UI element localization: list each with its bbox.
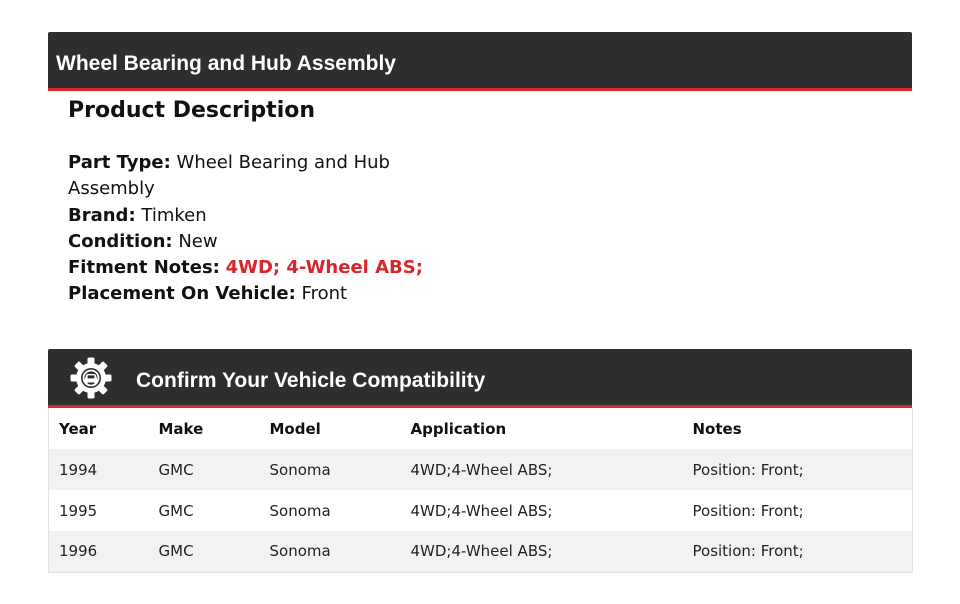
condition-line (68, 229, 428, 255)
cell-make: GMC (149, 449, 260, 490)
fitment-label: Fitment Notes: (68, 257, 220, 279)
cell-model: Sonoma (260, 490, 401, 531)
brand-label: Brand: (68, 204, 136, 226)
cell-notes: Position: Front; (683, 449, 913, 490)
cell-application: 4WD;4-Wheel ABS; (401, 531, 683, 572)
cell-year: 1994 (49, 449, 149, 490)
cell-make: GMC (149, 490, 260, 531)
condition-value: New (178, 230, 218, 252)
table-row (49, 449, 913, 490)
product-description (68, 96, 428, 308)
column-header-application: Application (410, 419, 507, 438)
compatibility-table (48, 408, 913, 573)
product-title-bar (48, 32, 912, 91)
cell-application: 4WD;4-Wheel ABS; (401, 490, 683, 531)
table-row (49, 531, 913, 572)
cell-year: 1995 (49, 490, 149, 531)
fitment-line (68, 255, 428, 281)
column-header-model: Model (269, 419, 321, 438)
part-type-label: Part Type: (68, 152, 171, 173)
product-title: Wheel Bearing and Hub Assembly (56, 52, 396, 75)
description-heading: Product Description (68, 98, 316, 123)
gear-car-icon (69, 356, 113, 400)
column-header-notes: Notes (692, 419, 742, 438)
cell-make: GMC (149, 531, 260, 572)
part-type-line (68, 150, 428, 203)
cell-year: 1996 (49, 531, 149, 572)
description-details (68, 150, 428, 308)
compatibility-title-bar (48, 349, 912, 408)
cell-notes: Position: Front; (683, 490, 913, 531)
table-header-row (49, 408, 913, 449)
cell-notes: Position: Front; (683, 531, 913, 572)
part-type-value: Wheel Bearing and Hub Assembly (68, 152, 390, 200)
cell-application: 4WD;4-Wheel ABS; (401, 449, 683, 490)
fitment-value: 4WD; 4-Wheel ABS; (225, 257, 423, 279)
cell-model: Sonoma (260, 531, 401, 572)
brand-line (68, 203, 428, 229)
column-header-make: Make (158, 419, 204, 438)
brand-value: Timken (141, 204, 207, 226)
compatibility-title: Confirm Your Vehicle Compatibility (136, 369, 486, 392)
placement-value: Front (301, 283, 348, 305)
column-header-year: Year (59, 419, 97, 438)
table-row (49, 490, 913, 531)
placement-label: Placement On Vehicle: (68, 283, 296, 305)
cell-model: Sonoma (260, 449, 401, 490)
condition-label: Condition: (68, 230, 173, 252)
placement-line (68, 281, 428, 307)
